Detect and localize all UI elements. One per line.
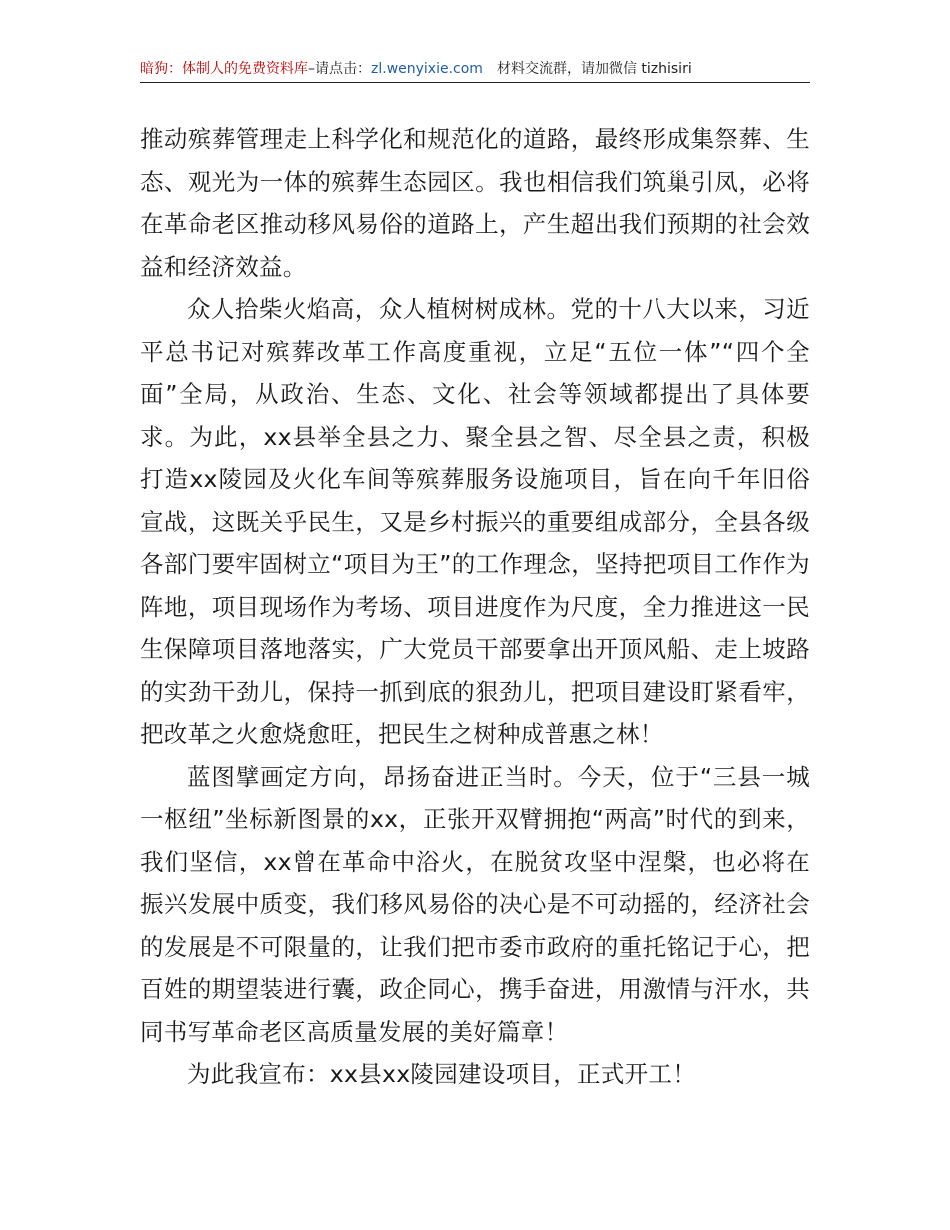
- paragraph-3: 蓝图擘画定方向，昂扬奋进正当时。今天，位于“三县一城一枢纽”坐标新图景的xx，正张开双臂拥抱“两高”时代的到来，我们坚信，xx曾在革命中浴火，在脱贫攻坚中涅槃，也必将在振兴发展中质变，我们移风易俗的决心是不可动摇的，经济社会的发展是不可限量的，让我们把市委市政府的重托铭记于心，把百姓的期望装进行囊，政企同心，携手奋进，用激情与汗水，共同书写革命老区高质量发展的美好篇章！: [140, 762, 810, 1046]
- header-prompt: –请点击：: [308, 61, 371, 77]
- paragraph-1: 推动殡葬管理走上科学化和规范化的道路，最终形成集祭葬、生态、观光为一体的殡葬生态园区。我也相信我们筑巢引凤，必将在革命老区推动移风易俗的道路上，产生超出我们预期的社会效益和经济效益。: [140, 125, 810, 281]
- header-link[interactable]: zl.wenyixie.com: [371, 61, 483, 77]
- paragraph-4: 为此我宣布：xx县xx陵园建设项目，正式开工！: [187, 1060, 697, 1088]
- header-wechat-note: 材料交流群，请加微信 tizhisiri: [496, 61, 692, 77]
- page-header: [140, 58, 810, 83]
- header-brand: 暗狗：体制人的免费资料库: [140, 61, 308, 77]
- paragraph-2: 众人拾柴火焰高，众人植树树成林。党的十八大以来，习近平总书记对殡葬改革工作高度重视，立足“五位一体”“四个全面”全局，从政治、生态、文化、社会等领域都提出了具体要求。为此，xx县举全县之力、聚全县之智、尽全县之责，积极打造xx陵园及火化车间等殡葬服务设施项目，旨在向千年旧俗宣战，这既关乎民生，又是乡村振兴的重要组成部分，全县各级各部门要牢固树立“项目为王”的工作理念，坚持把项目工作作为阵地，项目现场作为考场、项目进度作为尺度，全力推进这一民生保障项目落地落实，广大党员干部要拿出开顶风船、走上坡路的实劲干劲儿，保持一抓到底的狠劲儿，把项目建设盯紧看牢，把改革之火愈烧愈旺，把民生之树种成普惠之林！: [140, 295, 810, 748]
- document-body: [140, 118, 810, 1096]
